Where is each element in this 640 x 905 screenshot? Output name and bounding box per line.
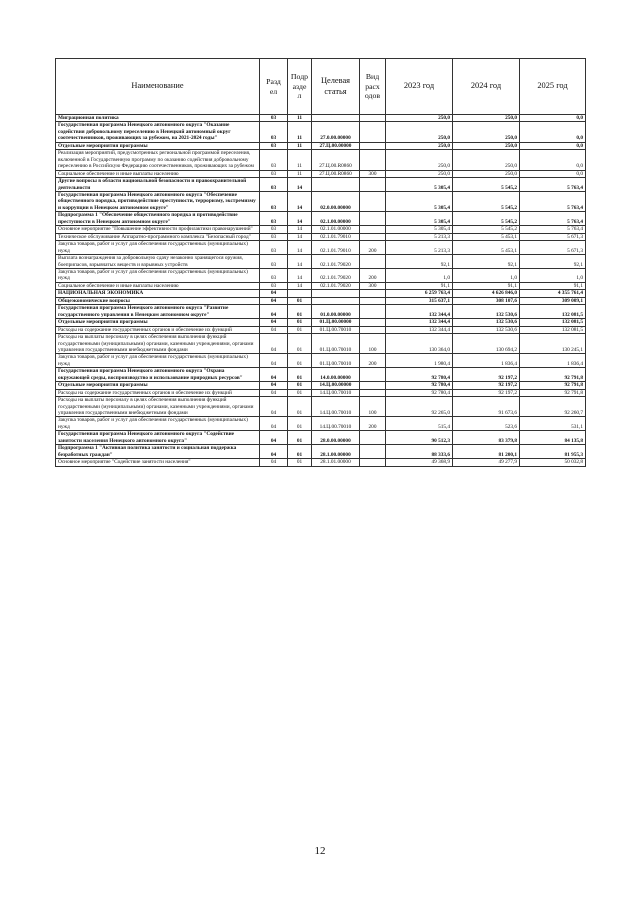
row-subsection: 14 xyxy=(288,241,312,255)
row-name: Реализация мероприятий, предусмотренных региональной программой переселения, включенной в Государственную программу по оказанию содействия добровольному переселению в Российскую Федерацию соотечественников, проживающих за рубежом xyxy=(56,150,260,170)
row-section: 03 xyxy=(260,226,288,233)
row-expense-type xyxy=(360,431,386,445)
table-row xyxy=(56,397,586,417)
row-name: Государственная программа Ненецкого автономного округа "Оказание содействия добровольному переселению в Ненецкий автономный округ соотечественников, проживающих за рубежом, на 2021-2024 годы" xyxy=(56,122,260,142)
row-amount-2023: 5 305,4 xyxy=(386,226,453,233)
row-amount-2025: 92 791,8 xyxy=(520,368,586,382)
row-section: 04 xyxy=(260,382,288,389)
row-amount-2024: 130 694,2 xyxy=(453,334,520,354)
row-amount-2025: 0,0 xyxy=(520,122,586,142)
row-target-article: 02.1.01.79010 xyxy=(312,241,360,255)
row-amount-2025: 5 763,4 xyxy=(520,226,586,233)
table-row xyxy=(56,459,586,466)
row-expense-type xyxy=(360,191,386,211)
row-subsection: 14 xyxy=(288,255,312,269)
row-target-article: 28.1.00.00000 xyxy=(312,445,360,459)
table-row xyxy=(56,290,586,297)
row-section: 03 xyxy=(260,233,288,240)
row-name: Подпрограмма 1 "Обеспечение общественного порядка и противодействие преступности в Ненецком автономном округе" xyxy=(56,212,260,226)
row-target-article: 14.0.00.00000 xyxy=(312,368,360,382)
row-expense-type: 200 xyxy=(360,241,386,255)
row-section: 04 xyxy=(260,417,288,431)
row-name: Техническое обслуживание Аппаратно-программного комплекса "Безопасный город" xyxy=(56,233,260,240)
row-amount-2023: 92 780,4 xyxy=(386,368,453,382)
row-target-article: 02.1.01.79020 xyxy=(312,255,360,269)
row-name: Расходы на выплаты персоналу в целях обеспечения выполнения функций государственными (муниципальными) органами, казенными учреждениями, органами управления государственными внебюджетными фондами xyxy=(56,397,260,417)
row-subsection: 14 xyxy=(288,282,312,289)
table-row xyxy=(56,212,586,226)
row-name: Социальное обеспечение и иные выплаты населению xyxy=(56,282,260,289)
row-name: НАЦИОНАЛЬНАЯ ЭКОНОМИКА xyxy=(56,290,260,297)
row-expense-type: 300 xyxy=(360,170,386,177)
row-amount-2023: 92 265,0 xyxy=(386,397,453,417)
budget-table xyxy=(55,58,586,467)
row-amount-2025: 50 032,8 xyxy=(520,459,586,466)
row-expense-type xyxy=(360,255,386,269)
row-expense-type xyxy=(360,122,386,142)
row-section: 03 xyxy=(260,142,288,149)
row-amount-2024: 5 545,2 xyxy=(453,226,520,233)
row-section: 03 xyxy=(260,170,288,177)
table-row xyxy=(56,382,586,389)
row-amount-2024: 5 453,1 xyxy=(453,241,520,255)
row-subsection: 01 xyxy=(288,297,312,304)
row-subsection: 01 xyxy=(288,382,312,389)
row-target-article: 02.1.01.79020 xyxy=(312,268,360,282)
row-amount-2023: 91,1 xyxy=(386,282,453,289)
table-row xyxy=(56,319,586,326)
table-row xyxy=(56,178,586,192)
row-amount-2024: 81 200,1 xyxy=(453,445,520,459)
row-name: Выплата вознаграждения за добровольную сдачу незаконно хранящегося оружия, боеприпасов, взрывчатых веществ и взрывных устройств xyxy=(56,255,260,269)
row-expense-type xyxy=(360,459,386,466)
row-amount-2023: 250,0 xyxy=(386,115,453,122)
row-amount-2024: 250,0 xyxy=(453,115,520,122)
row-section: 04 xyxy=(260,305,288,319)
row-expense-type xyxy=(360,290,386,297)
table-row xyxy=(56,326,586,333)
row-amount-2024: 5 545,2 xyxy=(453,191,520,211)
row-section: 04 xyxy=(260,368,288,382)
row-section: 04 xyxy=(260,389,288,396)
table-row xyxy=(56,226,586,233)
row-amount-2025: 92,1 xyxy=(520,255,586,269)
row-section: 04 xyxy=(260,354,288,368)
row-target-article xyxy=(312,290,360,297)
row-amount-2023: 92 780,4 xyxy=(386,382,453,389)
row-amount-2023: 92,1 xyxy=(386,255,453,269)
row-name: Основное мероприятие "Содействие занятости населения" xyxy=(56,459,260,466)
row-section: 03 xyxy=(260,178,288,192)
header-year-2024: 2024 год xyxy=(453,59,520,115)
row-section: 03 xyxy=(260,122,288,142)
row-subsection: 01 xyxy=(288,417,312,431)
table-row xyxy=(56,241,586,255)
row-target-article: 01.Ц.00.70010 xyxy=(312,354,360,368)
row-target-article: 27.0.00.00000 xyxy=(312,122,360,142)
row-amount-2023: 1 980,4 xyxy=(386,354,453,368)
row-amount-2023: 49 368,9 xyxy=(386,459,453,466)
row-target-article: 27.Ц.00.R0860 xyxy=(312,170,360,177)
row-amount-2025: 5 763,4 xyxy=(520,191,586,211)
row-amount-2024: 5 545,2 xyxy=(453,178,520,192)
table-row xyxy=(56,282,586,289)
row-target-article: 27.Ц.00.R0860 xyxy=(312,150,360,170)
row-subsection: 01 xyxy=(288,334,312,354)
row-amount-2024: 523,6 xyxy=(453,417,520,431)
header-row xyxy=(56,59,586,115)
row-subsection: 14 xyxy=(288,233,312,240)
row-section: 04 xyxy=(260,297,288,304)
row-target-article: 02.0.00.00000 xyxy=(312,191,360,211)
row-subsection: 14 xyxy=(288,268,312,282)
row-section: 04 xyxy=(260,431,288,445)
row-amount-2025: 92 791,8 xyxy=(520,389,586,396)
row-amount-2023: 315 637,1 xyxy=(386,297,453,304)
row-expense-type xyxy=(360,382,386,389)
row-target-article: 14.Ц.00.70010 xyxy=(312,397,360,417)
row-amount-2025: 5 671,3 xyxy=(520,233,586,240)
row-target-article: 01.0.00.00000 xyxy=(312,305,360,319)
row-amount-2024: 83 379,8 xyxy=(453,431,520,445)
row-name: Отдельные мероприятия программы xyxy=(56,142,260,149)
row-name: Другие вопросы в области национальной безопасности и правоохранительной деятельности xyxy=(56,178,260,192)
row-name: Отдельные мероприятия программы xyxy=(56,319,260,326)
row-amount-2024: 1 836,4 xyxy=(453,354,520,368)
row-amount-2023: 5 213,3 xyxy=(386,241,453,255)
row-section: 03 xyxy=(260,268,288,282)
row-target-article: 02.1.00.00000 xyxy=(312,212,360,226)
table-row xyxy=(56,354,586,368)
row-section: 04 xyxy=(260,290,288,297)
row-amount-2025: 5 763,4 xyxy=(520,212,586,226)
row-amount-2025: 84 135,8 xyxy=(520,431,586,445)
row-amount-2025: 0,0 xyxy=(520,142,586,149)
row-amount-2024: 132 530,6 xyxy=(453,319,520,326)
row-subsection xyxy=(288,290,312,297)
row-subsection: 01 xyxy=(288,368,312,382)
row-amount-2024: 250,0 xyxy=(453,150,520,170)
header-expense-type: Вид расх одов xyxy=(360,59,386,115)
row-amount-2023: 132 344,4 xyxy=(386,326,453,333)
row-subsection: 14 xyxy=(288,178,312,192)
row-expense-type: 100 xyxy=(360,397,386,417)
row-subsection: 01 xyxy=(288,445,312,459)
row-target-article xyxy=(312,178,360,192)
row-expense-type xyxy=(360,233,386,240)
row-name: Государственная программа Ненецкого автономного округа "Обеспечение общественного порядка, противодействие преступности, терроризму, экстремизму и коррупции в Ненецком автономном округе" xyxy=(56,191,260,211)
row-amount-2023: 5 213,3 xyxy=(386,233,453,240)
row-amount-2025: 0,0 xyxy=(520,115,586,122)
row-expense-type xyxy=(360,115,386,122)
row-subsection: 01 xyxy=(288,305,312,319)
row-target-article: 02.1.01.00000 xyxy=(312,226,360,233)
table-row xyxy=(56,368,586,382)
row-subsection: 01 xyxy=(288,354,312,368)
row-amount-2024: 1,0 xyxy=(453,268,520,282)
header-year-2025: 2025 год xyxy=(520,59,586,115)
table-row xyxy=(56,305,586,319)
row-expense-type xyxy=(360,297,386,304)
row-target-article: 14.Ц.00.70010 xyxy=(312,389,360,396)
row-name: Расходы на содержание государственных органов и обеспечение их функций xyxy=(56,326,260,333)
table-row xyxy=(56,115,586,122)
row-subsection: 11 xyxy=(288,150,312,170)
header-section: Разд ел xyxy=(260,59,288,115)
row-amount-2025: 130 245,1 xyxy=(520,334,586,354)
row-subsection: 14 xyxy=(288,212,312,226)
row-amount-2024: 250,0 xyxy=(453,170,520,177)
row-section: 03 xyxy=(260,115,288,122)
table-row xyxy=(56,142,586,149)
row-subsection: 01 xyxy=(288,326,312,333)
row-expense-type: 300 xyxy=(360,282,386,289)
row-subsection: 11 xyxy=(288,115,312,122)
row-expense-type xyxy=(360,368,386,382)
row-amount-2025: 92 791,8 xyxy=(520,382,586,389)
row-expense-type xyxy=(360,150,386,170)
row-amount-2023: 132 344,4 xyxy=(386,305,453,319)
row-amount-2024: 92 197,2 xyxy=(453,368,520,382)
row-amount-2023: 250,0 xyxy=(386,170,453,177)
row-amount-2023: 250,0 xyxy=(386,122,453,142)
row-amount-2025: 0,0 xyxy=(520,170,586,177)
row-amount-2024: 92 197,2 xyxy=(453,382,520,389)
row-amount-2025: 81 955,3 xyxy=(520,445,586,459)
row-amount-2024: 5 453,1 xyxy=(453,233,520,240)
row-section: 03 xyxy=(260,191,288,211)
row-expense-type: 200 xyxy=(360,354,386,368)
row-expense-type xyxy=(360,326,386,333)
table-row xyxy=(56,170,586,177)
header-target-article: Целевая статья xyxy=(312,59,360,115)
row-section: 04 xyxy=(260,326,288,333)
row-target-article: 02.1.01.79010 xyxy=(312,233,360,240)
row-target-article: 01.Ц.00.70010 xyxy=(312,334,360,354)
row-amount-2025: 4 355 761,4 xyxy=(520,290,586,297)
row-amount-2023: 5 305,4 xyxy=(386,191,453,211)
table-row xyxy=(56,334,586,354)
row-amount-2023: 515,4 xyxy=(386,417,453,431)
row-subsection: 01 xyxy=(288,459,312,466)
page-number: 12 xyxy=(314,845,326,857)
row-amount-2025: 91,1 xyxy=(520,282,586,289)
row-amount-2025: 0,0 xyxy=(520,150,586,170)
row-section: 03 xyxy=(260,255,288,269)
row-amount-2025: 132 081,5 xyxy=(520,319,586,326)
row-amount-2025: 5 763,4 xyxy=(520,178,586,192)
row-section: 03 xyxy=(260,241,288,255)
row-name: Социальное обеспечение и иные выплаты населению xyxy=(56,170,260,177)
row-expense-type xyxy=(360,142,386,149)
row-subsection: 11 xyxy=(288,142,312,149)
row-target-article xyxy=(312,297,360,304)
row-name: Закупка товаров, работ и услуг для обеспечения государственных (муниципальных) нужд xyxy=(56,268,260,282)
row-name: Государственная программа Ненецкого автономного округа "Охрана окружающей среды, воспроизводство и использование природных ресурсов" xyxy=(56,368,260,382)
row-name: Подпрограмма 1 "Активная политика занятости и социальная поддержка безработных граждан" xyxy=(56,445,260,459)
row-section: 04 xyxy=(260,334,288,354)
table-body xyxy=(56,115,586,467)
row-section: 04 xyxy=(260,459,288,466)
row-expense-type xyxy=(360,226,386,233)
header-subsection: Подр азде л xyxy=(288,59,312,115)
row-target-article: 14.Ц.00.00000 xyxy=(312,382,360,389)
row-amount-2023: 5 305,4 xyxy=(386,178,453,192)
row-name: Миграционная политика xyxy=(56,115,260,122)
row-expense-type xyxy=(360,212,386,226)
row-target-article: 14.Ц.00.70010 xyxy=(312,417,360,431)
table-row xyxy=(56,191,586,211)
row-amount-2025: 132 081,5 xyxy=(520,305,586,319)
row-subsection: 11 xyxy=(288,170,312,177)
row-subsection: 01 xyxy=(288,319,312,326)
header-year-2023: 2023 год xyxy=(386,59,453,115)
row-amount-2024: 5 545,2 xyxy=(453,212,520,226)
row-name: Общеэкономические вопросы xyxy=(56,297,260,304)
row-expense-type: 200 xyxy=(360,417,386,431)
row-name: Закупка товаров, работ и услуг для обеспечения государственных (муниципальных) нужд xyxy=(56,354,260,368)
row-amount-2023: 88 333,6 xyxy=(386,445,453,459)
row-amount-2024: 132 530,6 xyxy=(453,326,520,333)
row-amount-2024: 250,0 xyxy=(453,122,520,142)
row-target-article: 01.Ц.00.00000 xyxy=(312,319,360,326)
row-target-article: 28.1.01.00000 xyxy=(312,459,360,466)
row-expense-type xyxy=(360,319,386,326)
row-name: Расходы на содержание государственных органов и обеспечение их функций xyxy=(56,389,260,396)
row-subsection: 01 xyxy=(288,389,312,396)
header-name: Наименование xyxy=(56,59,260,115)
row-target-article xyxy=(312,115,360,122)
table-row xyxy=(56,150,586,170)
row-target-article: 28.0.00.00000 xyxy=(312,431,360,445)
row-amount-2023: 90 512,3 xyxy=(386,431,453,445)
row-amount-2023: 250,0 xyxy=(386,150,453,170)
row-amount-2024: 49 277,9 xyxy=(453,459,520,466)
row-expense-type xyxy=(360,389,386,396)
row-section: 04 xyxy=(260,397,288,417)
table-row xyxy=(56,431,586,445)
row-target-article: 27.Ц.00.00000 xyxy=(312,142,360,149)
row-amount-2023: 1,0 xyxy=(386,268,453,282)
row-name: Государственная программа Ненецкого автономного округа "Развитие государственного управления в Ненецком автономном округе" xyxy=(56,305,260,319)
row-name: Закупка товаров, работ и услуг для обеспечения государственных (муниципальных) нужд xyxy=(56,417,260,431)
row-amount-2025: 5 671,3 xyxy=(520,241,586,255)
row-amount-2025: 92 260,7 xyxy=(520,397,586,417)
row-target-article: 01.Ц.00.70010 xyxy=(312,326,360,333)
row-expense-type xyxy=(360,305,386,319)
row-subsection: 14 xyxy=(288,226,312,233)
row-amount-2023: 5 305,4 xyxy=(386,212,453,226)
row-amount-2025: 309 009,1 xyxy=(520,297,586,304)
row-amount-2025: 531,1 xyxy=(520,417,586,431)
row-subsection: 11 xyxy=(288,122,312,142)
row-name: Расходы на выплаты персоналу в целях обеспечения выполнения функций государственными (муниципальными) органами, казенными учреждениями, органами управления государственными внебюджетными фондами xyxy=(56,334,260,354)
row-amount-2025: 132 081,5 xyxy=(520,326,586,333)
table-row xyxy=(56,417,586,431)
row-expense-type: 200 xyxy=(360,268,386,282)
row-section: 03 xyxy=(260,282,288,289)
row-name: Основное мероприятие "Повышение эффективности профилактики правонарушений" xyxy=(56,226,260,233)
row-amount-2023: 130 364,0 xyxy=(386,334,453,354)
row-amount-2023: 6 259 763,4 xyxy=(386,290,453,297)
row-target-article: 02.1.01.79020 xyxy=(312,282,360,289)
row-subsection: 14 xyxy=(288,191,312,211)
row-amount-2024: 91,1 xyxy=(453,282,520,289)
row-amount-2023: 132 344,4 xyxy=(386,319,453,326)
row-section: 03 xyxy=(260,212,288,226)
row-amount-2024: 308 107,6 xyxy=(453,297,520,304)
table-row xyxy=(56,445,586,459)
table-row xyxy=(56,268,586,282)
table-row xyxy=(56,233,586,240)
row-section: 03 xyxy=(260,150,288,170)
table-row xyxy=(56,389,586,396)
row-amount-2024: 91 673,6 xyxy=(453,397,520,417)
row-expense-type xyxy=(360,445,386,459)
row-section: 04 xyxy=(260,445,288,459)
row-amount-2024: 92 197,2 xyxy=(453,389,520,396)
row-amount-2024: 92,1 xyxy=(453,255,520,269)
table-row xyxy=(56,122,586,142)
row-name: Отдельные мероприятия программы xyxy=(56,382,260,389)
row-name: Закупка товаров, работ и услуг для обеспечения государственных (муниципальных) нужд xyxy=(56,241,260,255)
row-amount-2025: 1,0 xyxy=(520,268,586,282)
table-row xyxy=(56,297,586,304)
row-name: Государственная программа Ненецкого автономного округа "Содействие занятости населения Ненецкого автономного округа" xyxy=(56,431,260,445)
row-amount-2023: 250,0 xyxy=(386,142,453,149)
row-amount-2023: 92 780,4 xyxy=(386,389,453,396)
table-row xyxy=(56,255,586,269)
row-expense-type: 100 xyxy=(360,334,386,354)
row-amount-2024: 250,0 xyxy=(453,142,520,149)
row-amount-2024: 132 530,6 xyxy=(453,305,520,319)
row-amount-2025: 1 836,4 xyxy=(520,354,586,368)
row-section: 04 xyxy=(260,319,288,326)
row-amount-2024: 4 626 846,0 xyxy=(453,290,520,297)
row-expense-type xyxy=(360,178,386,192)
row-subsection: 01 xyxy=(288,431,312,445)
row-subsection: 01 xyxy=(288,397,312,417)
